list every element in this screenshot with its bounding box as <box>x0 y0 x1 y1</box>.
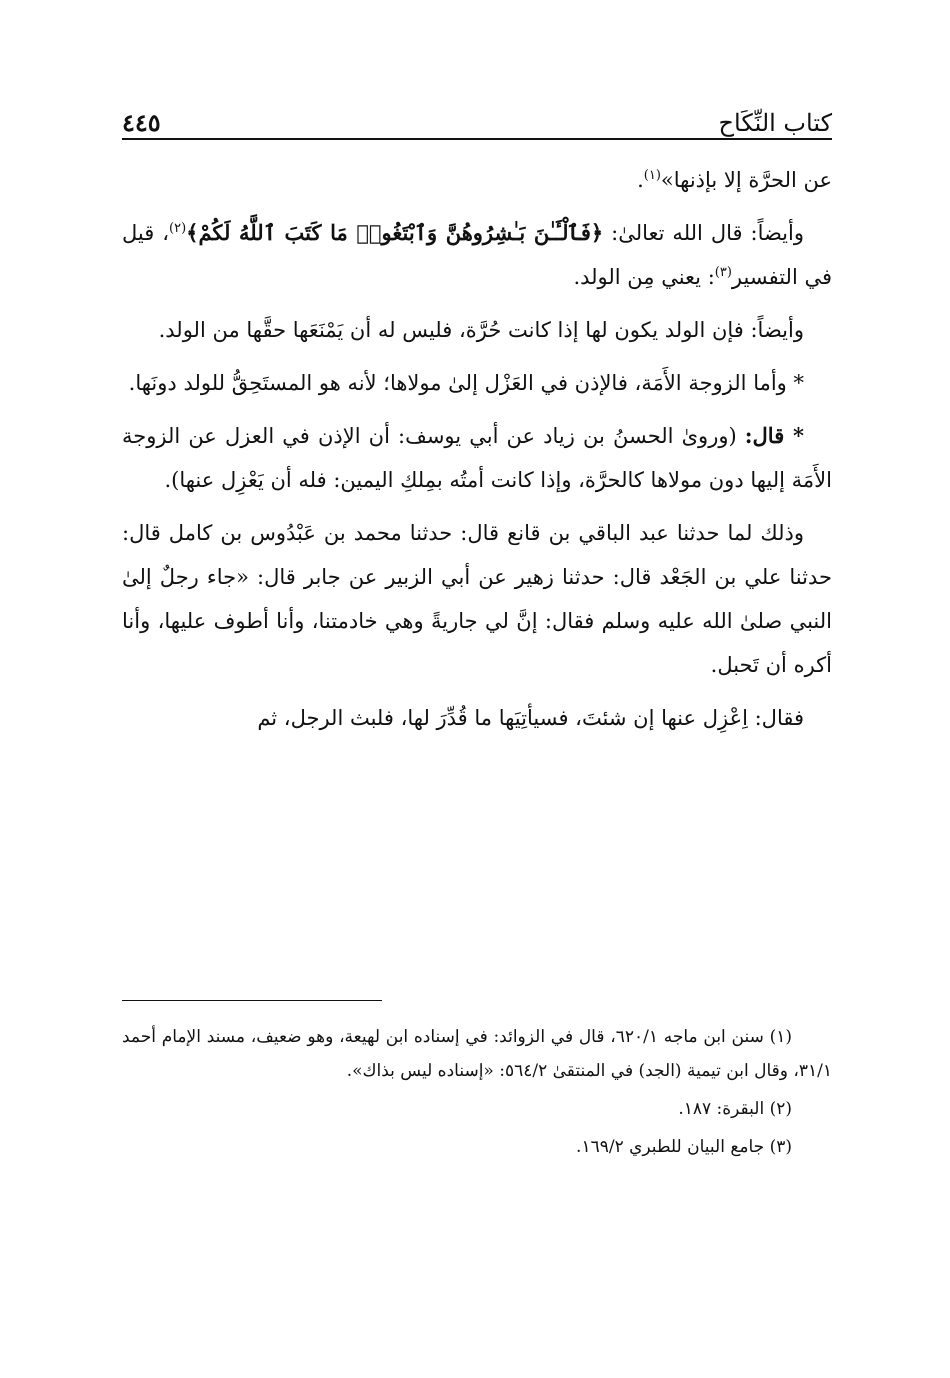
paragraph-text: ، قيل في التفسير <box>122 221 832 289</box>
page-number: ٤٤٥ <box>122 108 161 138</box>
paragraph-text: . <box>637 168 644 192</box>
quran-verse: ﴿فَٱلْـَٔـٰنَ بَـٰشِرُوهُنَّ وَٱبْتَغُوا۟ مَا كَتَبَ ٱللَّهُ لَكُمْ﴾ <box>186 220 604 245</box>
paragraph-text: فقال: اِعْزِل عنها إن شئتَ، فسيأتِيَها ما قُدِّرَ لها، فلبث الرجل، ثم <box>257 706 804 730</box>
footnote-ref-1: (١) <box>643 168 661 183</box>
paragraph-2 <box>122 211 832 299</box>
footnote-ref-2: (٢) <box>169 221 187 236</box>
book-page <box>122 86 832 1157</box>
page-header <box>122 86 832 140</box>
paragraph-1 <box>122 158 832 202</box>
footnote-separator <box>122 1000 382 1001</box>
footnote-1: (١) سنن ابن ماجه ٦٢٠/١، قال في الزوائد: في إسناده ابن لهيعة، وهو ضعيف، مسند الإمام أحمد ٣١/١، وقال ابن تيمية (الجد) في المنتقىٰ ٥٦٤/٢: «إسناده ليس بذاك». <box>122 1027 832 1081</box>
paragraph-6 <box>122 511 832 687</box>
footnotes <box>122 1000 832 1168</box>
paragraph-7 <box>122 696 832 740</box>
paragraph-text: وأيضاً: قال الله تعالىٰ: <box>603 221 804 245</box>
footnote-separator-holder <box>122 1000 832 1020</box>
paragraph-text: : يعني مِن الولد. <box>573 265 715 289</box>
paragraph-text: (وروىٰ الحسنُ بن زياد عن أبي يوسف: أن الإذن في العزل عن الزوجة الأَمَة إليها دون مولاها كالحرَّة، وإذا كانت أمتُه بمِلكِ اليمين: فله أن يَعْزِل عنها). <box>122 424 832 492</box>
paragraph-5 <box>122 414 832 502</box>
paragraph-text: * وأما الزوجة الأَمَة، فالإذن في العَزْل إلىٰ مولاها؛ لأنه هو المستَحِقُّ للولد دونَها. <box>128 371 804 395</box>
paragraph-text: وأيضاً: فإن الولد يكون لها إذا كانت حُرَّة، فليس له أن يَمْنَعَها حقَّها من الولد. <box>158 318 804 342</box>
paragraph-4 <box>122 361 832 405</box>
qala-lead: * قال: <box>744 423 804 448</box>
footnote-ref-3: (٣) <box>714 265 732 280</box>
paragraph-text: وذلك لما حدثنا عبد الباقي بن قانع قال: حدثنا محمد بن عَبْدُوس بن كامل قال: حدثنا علي بن الجَعْد قال: حدثنا زهير عن أبي الزبير عن جابر قال: «جاء رجلٌ إلىٰ النبي صلىٰ الله عليه وسلم فقال: إنَّ لي جاريةً وهي خادمتنا، وأنا أطوف عليها، وأنا أكره أن تَحبل. <box>122 521 832 677</box>
paragraph-text: عن الحرَّة إلا بإذنها» <box>660 168 832 192</box>
main-text <box>122 158 832 740</box>
paragraph-3 <box>122 308 832 352</box>
chapter-title: كتاب النِّكَاح <box>718 109 832 138</box>
footnote-2: (٢) البقرة: ١٨٧. <box>678 1099 792 1119</box>
footnote-3: (٣) جامع البيان للطبري ١٦٩/٢. <box>576 1137 792 1157</box>
